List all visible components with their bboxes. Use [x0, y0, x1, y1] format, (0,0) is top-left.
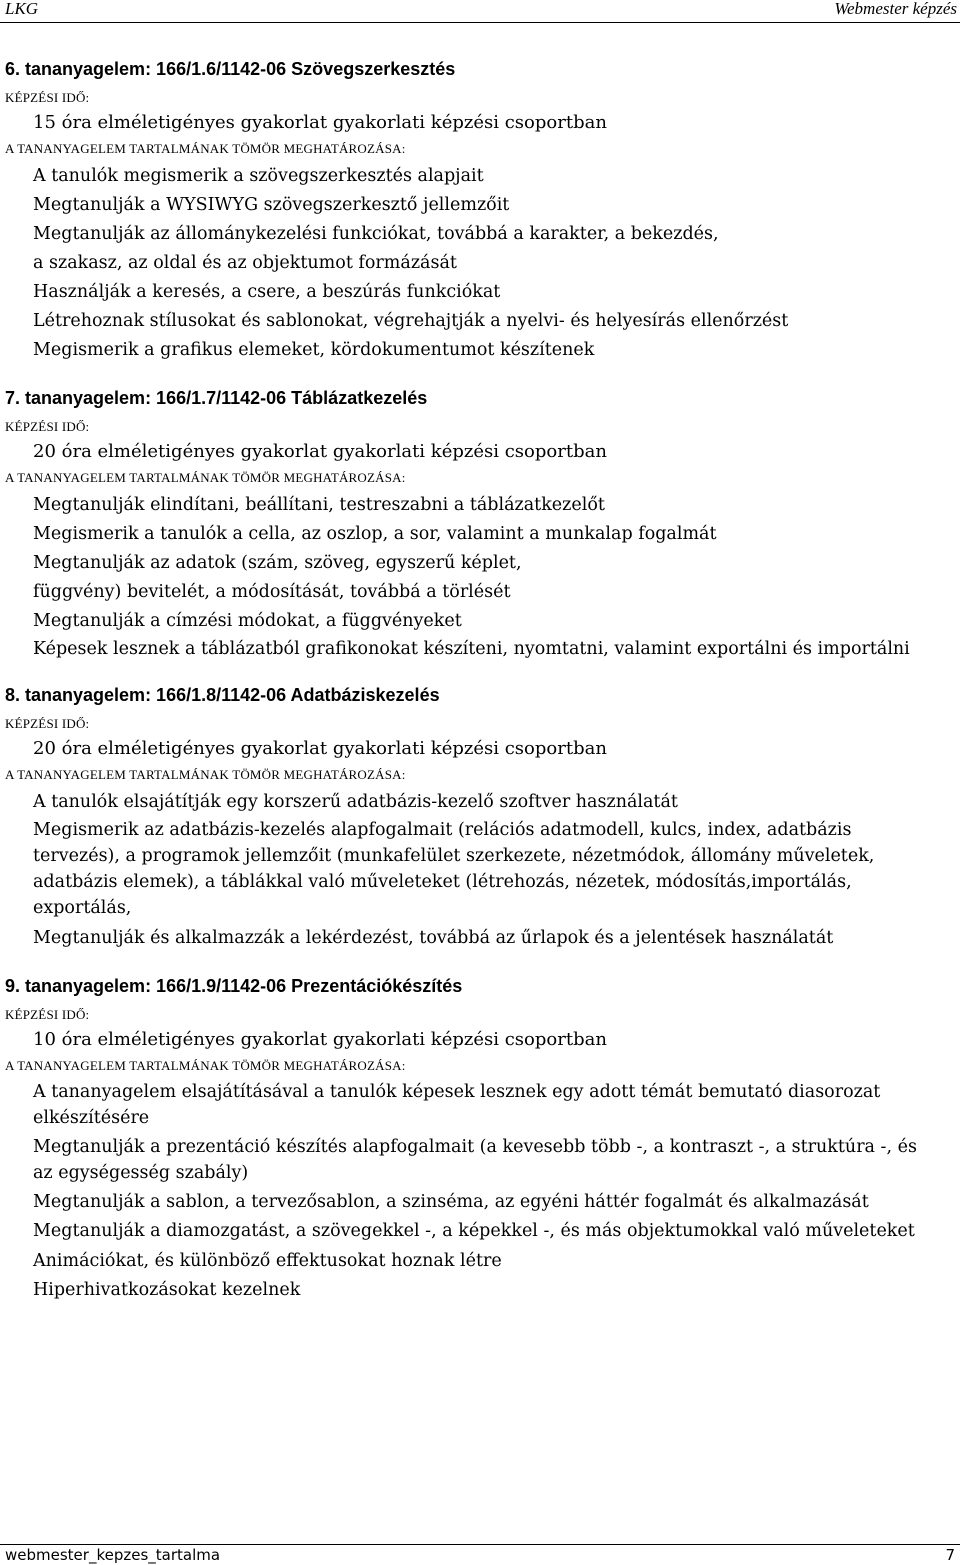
list-item: Használják a keresés, a csere, a beszúrás funkciókat	[33, 282, 501, 302]
training-time-label: KÉPZÉSI IDŐ:	[5, 716, 90, 731]
page-number: 7	[945, 1546, 955, 1564]
list-item: a szakasz, az oldal és az objektumot formázását	[33, 253, 457, 273]
list-item: Megtanulják a diamozgatást, a szövegekkel -, a képekkel -, és más objektumokkal való műveleteket	[33, 1221, 915, 1241]
document-body	[0, 58, 960, 1327]
section-9	[0, 975, 960, 1305]
page-footer	[0, 1544, 960, 1564]
section-8	[0, 684, 960, 953]
item-list	[33, 1079, 960, 1305]
list-item: Megismerik a tanulók a cella, az oszlop, a sor, valamint a munkalap fogalmát	[33, 524, 717, 544]
training-hours: 15 óra elméletigényes gyakorlat gyakorlati képzési csoportban	[33, 112, 607, 133]
list-item: A tananyagelem elsajátításával a tanulók képesek lesznek egy adott témát bemutató diasorozat elkészítésére	[33, 1082, 881, 1128]
list-item: Megtanulják a prezentáció készítés alapfogalmait (a kevesebb több -, a kontraszt -, a struktúra -, és az egységesség szabály)	[33, 1137, 917, 1183]
section-6	[0, 58, 960, 365]
content-summary-label: A TANANYAGELEM TARTALMÁNAK TÖMÖR MEGHATÁROZÁSA:	[5, 767, 406, 782]
list-item: Megismerik az adatbázis-kezelés alapfogalmait (relációs adatmodell, kulcs, index, adatbázis tervezés), a programok jellemzőit (munkafelület szerkezete, nézetmódok, állomány műveletek, adatbázis elemek), a táblákkal való műveleteket (létrehozás, nézetek, módosítás,importálás, exportálás,	[33, 820, 875, 918]
section-7	[0, 387, 960, 662]
list-item: Megtanulják az állománykezelési funkciókat, továbbá a karakter, a bekezdés,	[33, 224, 719, 244]
item-list	[33, 491, 960, 662]
list-item: Megtanulják a WYSIWYG szövegszerkesztő jellemzőit	[33, 195, 510, 215]
list-item: Létrehoznak stílusokat és sablonokat, végrehajtják a nyelvi- és helyesírás ellenőrzést	[33, 311, 789, 331]
item-list	[33, 162, 960, 365]
header-left: LKG	[5, 0, 39, 18]
list-item: Képesek lesznek a táblázatból grafikonokat készíteni, nyomtatni, valamint exportálni és importálni	[33, 639, 910, 659]
training-hours: 10 óra elméletigényes gyakorlat gyakorlati képzési csoportban	[33, 1029, 607, 1050]
training-time-label: KÉPZÉSI IDŐ:	[5, 419, 90, 434]
list-item: Megismerik a grafikus elemeket, kördokumentumot készítenek	[33, 340, 595, 360]
list-item: függvény) bevitelét, a módosítását, továbbá a törlését	[33, 582, 511, 602]
training-time-label: KÉPZÉSI IDŐ:	[5, 1007, 90, 1022]
list-item: A tanulók megismerik a szövegszerkesztés alapjait	[33, 166, 484, 186]
page-header	[0, 0, 960, 23]
footer-filename: webmester_kepzes_tartalma	[5, 1546, 221, 1564]
training-hours: 20 óra elméletigényes gyakorlat gyakorlati képzési csoportban	[33, 738, 607, 759]
training-time-label: KÉPZÉSI IDŐ:	[5, 90, 90, 105]
list-item: Megtanulják elindítani, beállítani, testreszabni a táblázatkezelőt	[33, 495, 605, 515]
content-summary-label: A TANANYAGELEM TARTALMÁNAK TÖMÖR MEGHATÁROZÁSA:	[5, 141, 406, 156]
list-item: Animációkat, és különböző effektusokat hoznak létre	[33, 1251, 502, 1271]
content-summary-label: A TANANYAGELEM TARTALMÁNAK TÖMÖR MEGHATÁROZÁSA:	[5, 470, 406, 485]
list-item: Megtanulják és alkalmazzák a lekérdezést, továbbá az űrlapok és a jelentések használatát	[33, 928, 834, 948]
header-right: Webmester képzés	[834, 0, 957, 18]
list-item: Megtanulják a címzési módokat, a függvényeket	[33, 611, 462, 631]
list-item: A tanulók elsajátítják egy korszerű adatbázis-kezelő szoftver használatát	[33, 792, 678, 812]
list-item: Megtanulják a sablon, a tervezősablon, a szinséma, az egyéni háttér fogalmát és alkalmazását	[33, 1192, 869, 1212]
training-hours: 20 óra elméletigényes gyakorlat gyakorlati képzési csoportban	[33, 441, 607, 462]
section-title: 6. tananyagelem: 166/1.6/1142-06 Szövegszerkesztés	[5, 59, 456, 79]
list-item: Hiperhivatkozásokat kezelnek	[33, 1280, 301, 1300]
section-title: 9. tananyagelem: 166/1.9/1142-06 Prezentációkészítés	[5, 976, 463, 996]
section-title: 8. tananyagelem: 166/1.8/1142-06 Adatbáziskezelés	[5, 685, 440, 705]
section-title: 7. tananyagelem: 166/1.7/1142-06 Táblázatkezelés	[5, 388, 428, 408]
item-list	[33, 788, 960, 953]
list-item: Megtanulják az adatok (szám, szöveg, egyszerű képlet,	[33, 553, 522, 573]
content-summary-label: A TANANYAGELEM TARTALMÁNAK TÖMÖR MEGHATÁROZÁSA:	[5, 1058, 406, 1073]
